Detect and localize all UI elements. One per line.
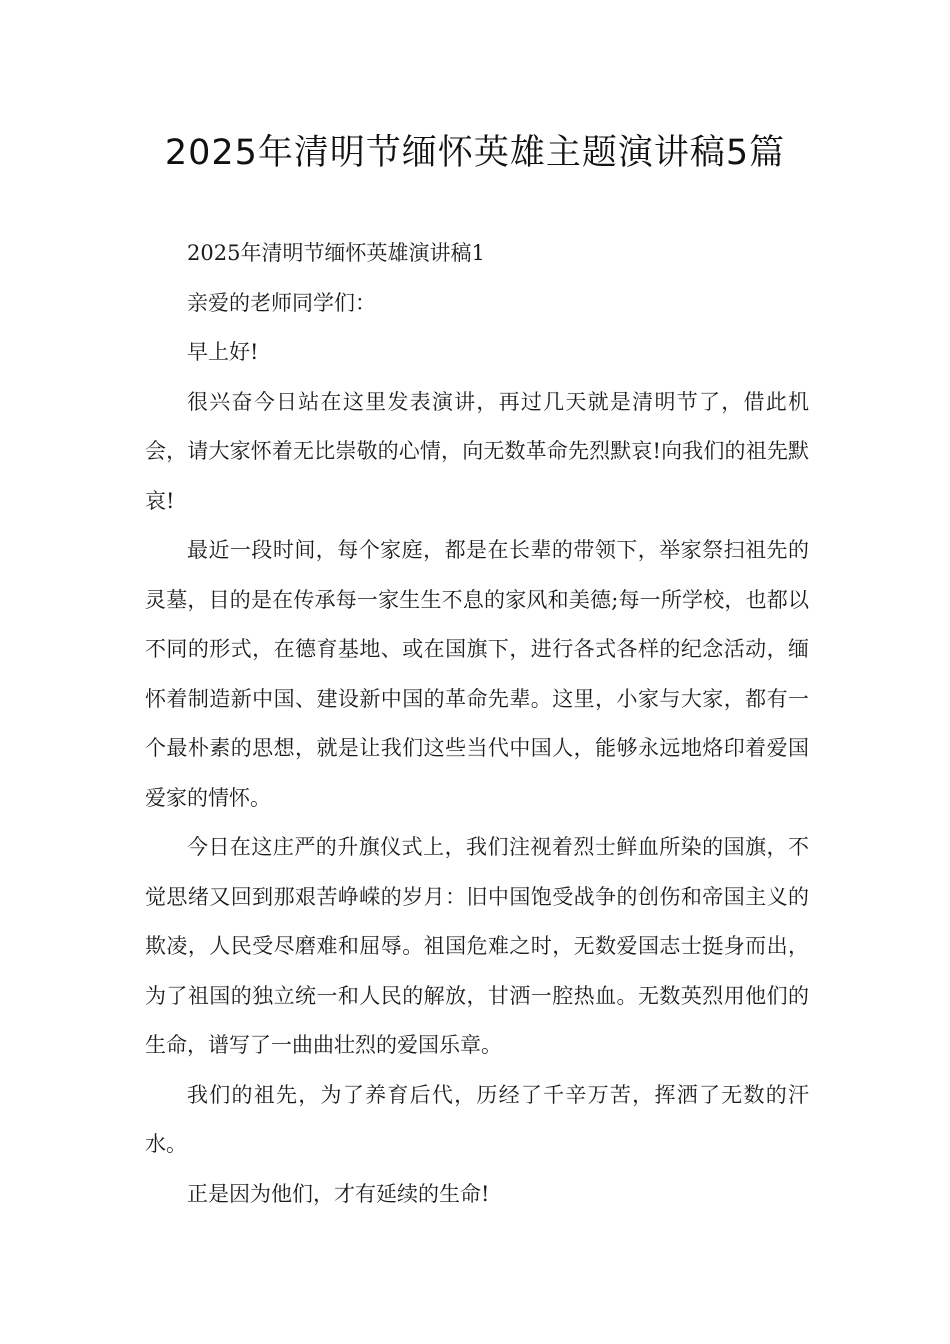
paragraph: 我们的祖先，为了养育后代，历经了千辛万苦，挥洒了无数的汗水。	[145, 1082, 809, 1156]
document-title: 2025年清明节缅怀英雄主题演讲稿5篇	[164, 133, 786, 173]
greeting: 早上好!	[187, 340, 259, 364]
salutation: 亲爱的老师同学们：	[187, 290, 376, 315]
speech-heading: 2025年清明节缅怀英雄演讲稿1	[187, 241, 485, 265]
paragraph: 很兴奋今日站在这里发表演讲，再过几天就是清明节了，借此机会，请大家怀着无比崇敬的心情，向无数革命先烈默哀!向我们的祖先默哀!	[145, 389, 809, 513]
paragraph: 今日在这庄严的升旗仪式上，我们注视着烈士鲜血所染的国旗，不觉思绪又回到那艰苦峥嵘的岁月：旧中国饱受战争的创伤和帝国主义的欺凌，人民受尽磨难和屈辱。祖国危难之时，无数爱国志士挺身而出，为了祖国的独立统一和人民的解放，甘洒一腔热血。无数英烈用他们的生命，谱写了一曲曲壮烈的爱国乐章。	[145, 835, 809, 1057]
document-body	[145, 229, 809, 1219]
paragraph: 最近一段时间，每个家庭，都是在长辈的带领下，举家祭扫祖先的灵墓，目的是在传承每一家生生不息的家风和美德;每一所学校，也都以不同的形式，在德育基地、或在国旗下，进行各式各样的纪念活动，缅怀着制造新中国、建设新中国的革命先辈。这里，小家与大家，都有一个最朴素的思想，就是让我们这些当代中国人，能够永远地烙印着爱国爱家的情怀。	[145, 538, 809, 810]
paragraph: 正是因为他们，才有延续的生命!	[187, 1181, 490, 1206]
